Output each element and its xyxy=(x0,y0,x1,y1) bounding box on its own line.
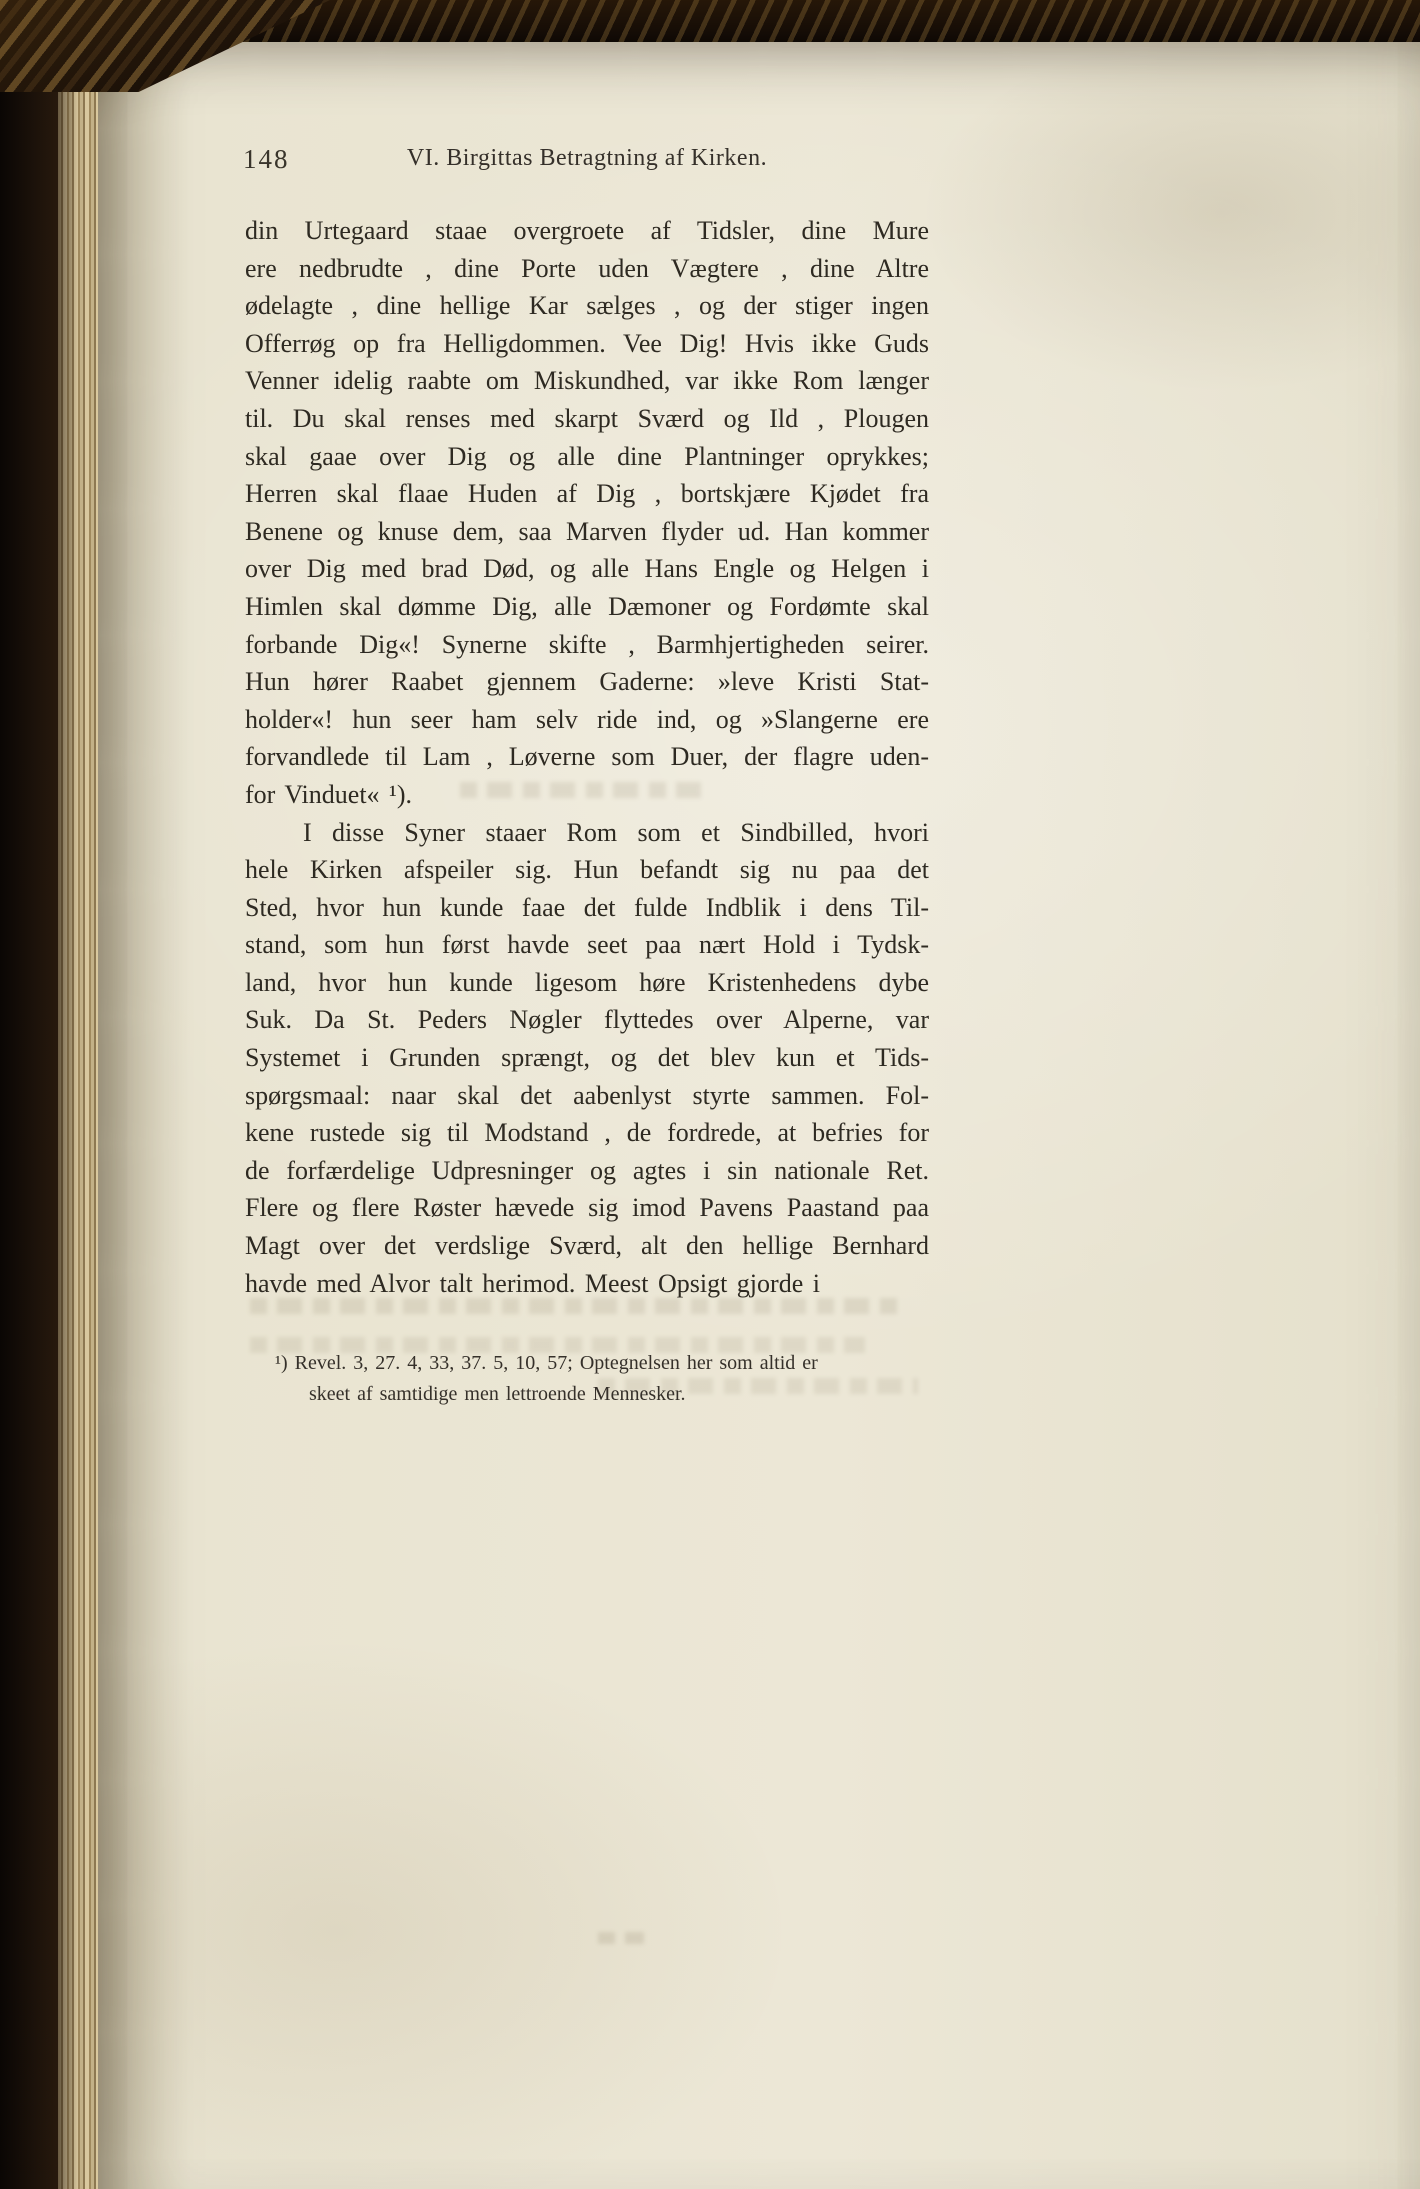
page-number: 148 xyxy=(243,144,290,174)
text-line: Sted, hvor hun kunde faae det fulde Indblik i dens Til- xyxy=(245,892,929,922)
text-line: Herren skal flaae Huden af Dig , bortskjære Kjødet fra xyxy=(245,479,929,509)
text-line: ere nedbrudte , dine Porte uden Vægtere , dine Altre xyxy=(245,253,929,283)
text-line: Offerrøg op fra Helligdommen. Vee Dig! Hvis ikke Guds xyxy=(245,328,929,358)
text-line: til. Du skal renses med skarpt Sværd og Ild , Plougen xyxy=(245,403,929,433)
page-header-row xyxy=(245,142,929,178)
footnote-line: ¹) Revel. 3, 27. 4, 33, 37. 5, 10, 57; Optegnelsen her som altid er xyxy=(275,1352,818,1375)
text-line: over Dig med brad Død, og alle Hans Engle og Helgen i xyxy=(245,554,929,584)
text-line: Hun hører Raabet gjennem Gaderne: »leve Kristi Stat- xyxy=(245,667,929,697)
text-line: land, hvor hun kunde ligesom høre Kristenhedens dybe xyxy=(245,967,929,997)
text-line: Systemet i Grunden sprængt, og det blev kun et Tids- xyxy=(245,1043,929,1073)
text-line: havde med Alvor talt herimod. Meest Opsigt gjorde i xyxy=(245,1268,820,1298)
text-line: I disse Syner staaer Rom som et Sindbilled, hvori xyxy=(303,817,929,847)
text-line: de forfærdelige Udpresninger og agtes i sin nationale Ret. xyxy=(245,1155,929,1185)
text-line: ødelagte , dine hellige Kar sælges , og der stiger ingen xyxy=(245,291,929,321)
text-line: Flere og flere Røster hævede sig imod Pavens Paastand paa xyxy=(245,1193,929,1223)
text-line: Himlen skal dømme Dig, alle Dæmoner og Fordømte skal xyxy=(245,591,929,621)
paragraph-1 xyxy=(245,212,929,814)
ink-bleed-through xyxy=(598,1932,644,1944)
text-line: Benene og knuse dem, saa Marven flyder ud. Han kommer xyxy=(245,516,929,546)
page-content xyxy=(245,142,929,1410)
text-line: din Urtegaard staae overgroete af Tidsler, dine Mure xyxy=(245,216,929,245)
text-line: holder«! hun seer ham selv ride ind, og »Slangerne ere xyxy=(245,704,929,734)
text-line: kene rustede sig til Modstand , de fordrede, at befries for xyxy=(245,1118,929,1148)
text-line: stand, som hun først havde seet paa nært Hold i Tydsk- xyxy=(245,930,929,960)
text-line: skal gaae over Dig og alle dine Plantninger oprykkes; xyxy=(245,441,929,471)
text-line: for Vinduet« ¹). xyxy=(245,779,413,809)
text-line: forbande Dig«! Synerne skifte , Barmhjertigheden seirer. xyxy=(245,629,929,659)
footnote xyxy=(245,1348,929,1410)
book-page xyxy=(98,40,1420,2189)
running-header: VI. Birgittas Betragtning af Kirken. xyxy=(406,145,768,171)
footnote-line: skeet af samtidige men lettroende Mennesker. xyxy=(309,1383,686,1406)
text-line: forvandlede til Lam , Løverne som Duer, der flagre uden- xyxy=(245,742,929,772)
text-line: Magt over det verdslige Sværd, alt den hellige Bernhard xyxy=(245,1231,929,1261)
text-line: hele Kirken afspeiler sig. Hun befandt sig nu paa det xyxy=(245,855,929,885)
book-spine xyxy=(0,0,64,2189)
paragraph-2 xyxy=(245,814,929,1303)
text-line: Suk. Da St. Peders Nøgler flyttedes over Alperne, var xyxy=(245,1005,929,1035)
text-line: spørgsmaal: naar skal det aabenlyst styrte sammen. Fol- xyxy=(245,1080,929,1110)
text-line: Venner idelig raabte om Miskundhed, var ikke Rom længer xyxy=(245,366,929,396)
